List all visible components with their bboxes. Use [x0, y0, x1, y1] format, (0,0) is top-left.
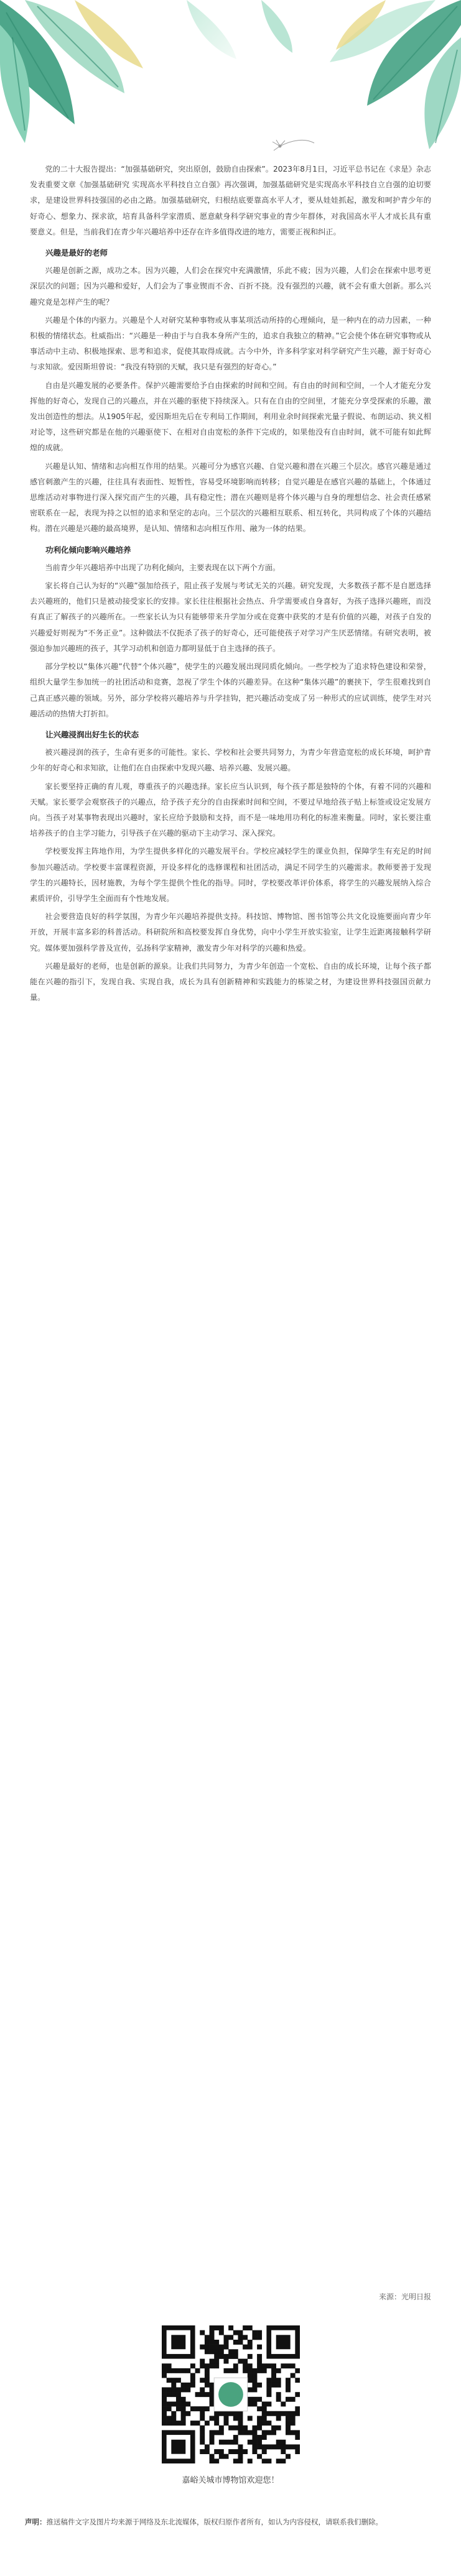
article-paragraph: 社会要营造良好的科学氛围，为青少年兴趣培养提供支持。科技馆、博物馆、图书馆等公共文化设施要面向青少年开放，开展丰富多彩的科普活动。科研院所和高校要发挥自身优势，向中小学生开放实验室，让学生近距离接触科学研究。媒体要加强科学普及宣传，弘扬科学家精神，激发青少年对科学的兴趣和热爱。: [30, 912, 431, 953]
article-paragraph: 自由是兴趣发展的必要条件。保护兴趣需要给予自由探索的时间和空间。有自由的时间和空间，一个人才能充分发挥他的好奇心，发现自己的兴趣点，并在兴趣的驱使下持续深入。只有在自由的空间里，才能充分享受探索的乐趣，激发出创造性的想法。从1905年起，爱因斯坦先后在专利局工作期间，利用业余时间探索光量子假说、布朗运动、狭义相对论等，这些研究都是在他的兴趣驱使下、在相对自由宽松的条件下完成的，如果他没有自由时间，就不可能有如此辉煌的成就。: [30, 381, 431, 453]
article-paragraph: 兴趣是认知、情绪和志向相互作用的结果。兴趣可分为感官兴趣、自觉兴趣和潜在兴趣三个层次。感官兴趣是通过感官刺激产生的兴趣，往往具有表面性、短暂性，容易受环境影响而转移；自觉兴趣是在感官兴趣的基础上，个体通过思维活动对事物进行深入探究而产生的兴趣，具有稳定性；潜在兴趣则是将个体兴趣与自身的理想信念、社会责任感紧密联系在一起，表现为持之以恒的追求和坚定的志向。三个层次的兴趣相互联系、相互转化，共同构成了个体的兴趣结构。潜在兴趣是兴趣的最高境界，是认知、情绪和志向相互作用、融为一体的结果。: [30, 461, 431, 533]
article-paragraph: 家长将自己认为好的“兴趣”强加给孩子，阻止孩子发展与考试无关的兴趣。研究发现，大多数孩子都不是自愿选择去兴趣班的，他们只是被动接受家长的安排。家长往往根据社会热点、升学需要或自身喜好，为孩子选择兴趣班，而没有真正了解孩子的兴趣所在。一些家长认为只有能够带来升学加分或在竞赛中获奖的才是有价值的兴趣，对孩子自发的兴趣爱好则视为“不务正业”。这种做法不仅扼杀了孩子的好奇心，还可能使孩子对学习产生厌恶情绪。有研究表明，被强迫参加兴趣班的孩子，其学习动机和创造力都明显低于自主选择的孩子。: [30, 581, 431, 653]
section-heading: 让兴趣浸润出好生长的状态: [45, 729, 139, 739]
leaf-illustration: [0, 0, 461, 155]
qr-caption: 嘉峪关城市博物馆欢迎您！: [182, 2476, 279, 2485]
section-heading: 兴趣是最好的老师: [45, 248, 108, 258]
article-paragraph: 学校要发挥主阵地作用，为学生提供多样化的兴趣发展平台。学校应减轻学生的课业负担，保障学生有充足的时间参加兴趣活动。学校要丰富课程资源，开设多样化的选修课程和社团活动，满足不同学生的兴趣需求。教师要善于发现学生的兴趣特长，因材施教，为每个学生提供个性化的指导。同时，学校要改革评价体系，将学生的兴趣发展纳入综合素质评价，引导学生全面而有个性地发展。: [30, 847, 431, 903]
disclaimer: [25, 2515, 436, 2529]
qr-code-image: [162, 2325, 300, 2463]
article-paragraph: 兴趣是创新之源，成功之本。因为兴趣，人们会在探究中充满激情，乐此不疲；因为兴趣，人们会在探索中思考更深层次的问题；因为兴趣和爱好，人们会为了事业锲而不舍、百折不挠。没有强烈的兴趣，就不会有重大创新。那么兴趣究竟是怎样产生的呢？: [30, 266, 431, 307]
article-paragraph: 家长要坚持正确的育儿观，尊重孩子的兴趣选择。家长应当认识到，每个孩子都是独特的个体，有着不同的兴趣和天赋。家长要学会观察孩子的兴趣点，给予孩子充分的自由探索时间和空间，不要过早地给孩子贴上标签或设定发展方向。当孩子对某事物表现出兴趣时，家长应给予鼓励和支持，而不是一味地用功利化的标准来衡量。同时，家长要注重培养孩子的自主学习能力，引导孩子在兴趣的驱动下主动学习、深入探究。: [30, 782, 431, 838]
article-paragraph: 被兴趣浸润的孩子，生命有更多的可能性。家长、学校和社会要共同努力，为青少年营造宽松的成长环境，呵护青少年的好奇心和求知欲，让他们在自由探索中发现兴趣、培养兴趣、发展兴趣。: [30, 748, 431, 773]
article-paragraph: 兴趣是个体的内驱力。兴趣是个人对研究某种事物或从事某项活动所持的心理倾向，是一种内在的动力因素，一种积极的情绪状态。杜威指出：“兴趣是一种由于与自我本身所产生的，追求自我独立的精神。”它会使个体在研究事物或从事活动中主动、积极地探索、思考和追求，促使其取得成就。古今中外，许多科学家对科学研究产生兴趣，源于好奇心与求知欲。爱因斯坦曾说：“我没有特别的天赋，我只是有强烈的好奇心。”: [30, 315, 431, 372]
disclaimer-label: 声明：: [25, 2518, 47, 2526]
article-paragraph: 部分学校以“集体兴趣”代替“个体兴趣”，使学生的兴趣发展出现同质化倾向。一些学校为了追求特色建设和荣誉，组织大量学生参加统一的社团活动和竞赛，忽视了学生个体的兴趣差异。在这种“集体兴趣”的裹挟下，学生很难找到自己真正感兴趣的领域。另外，部分学校将兴趣培养与升学挂钩，把兴趣活动变成了另一种形式的应试训练，使学生对兴趣活动的热情大打折扣。: [30, 662, 431, 718]
article-body: [30, 162, 431, 1008]
disclaimer-text: 推送稿件文字及图片均来源于网络及东北流媒体，版权归原作者所有，如认为内容侵权，请联系我们删除。: [46, 2518, 383, 2526]
article-paragraph: 当前青少年兴趣培养中出现了功利化倾向，主要表现在以下两个方面。: [45, 563, 281, 572]
section-heading: 功利化倾向影响兴趣培养: [45, 545, 131, 555]
qr-code: [162, 2325, 300, 2463]
header-banner: [0, 0, 461, 155]
article-paragraph: 兴趣是最好的老师，也是创新的源泉。让我们共同努力，为青少年创造一个宽松、自由的成长环境，让每个孩子都能在兴趣的指引下，发现自我、实现自我，成长为具有创新精神和实践能力的栋梁之材，为建设世界科技强国贡献力量。: [30, 961, 431, 1002]
article-paragraph: 党的二十大报告提出：“加强基础研究，突出原创，鼓励自由探索”。2023年8月1日，习近平总书记在《求是》杂志发表重要文章《加强基础研究 实现高水平科技自立自强》再次强调，加强基础研究是实现高水平科技自立自强的迫切要求，是建设世界科技强国的必由之路。加强基础研究，归根结底要靠高水平人才，要从娃娃抓起，激发和呵护青少年的好奇心、想象力、探求欲，培育具备科学家潜质、愿意献身科学研究事业的青少年群体，对我国高水平人才成长具有重要意义。但是，当前我们在青少年兴趣培养中还存在许多值得改进的地方，需要正视和纠正。: [30, 165, 431, 236]
source-credit: 来源：光明日报: [378, 2292, 431, 2301]
